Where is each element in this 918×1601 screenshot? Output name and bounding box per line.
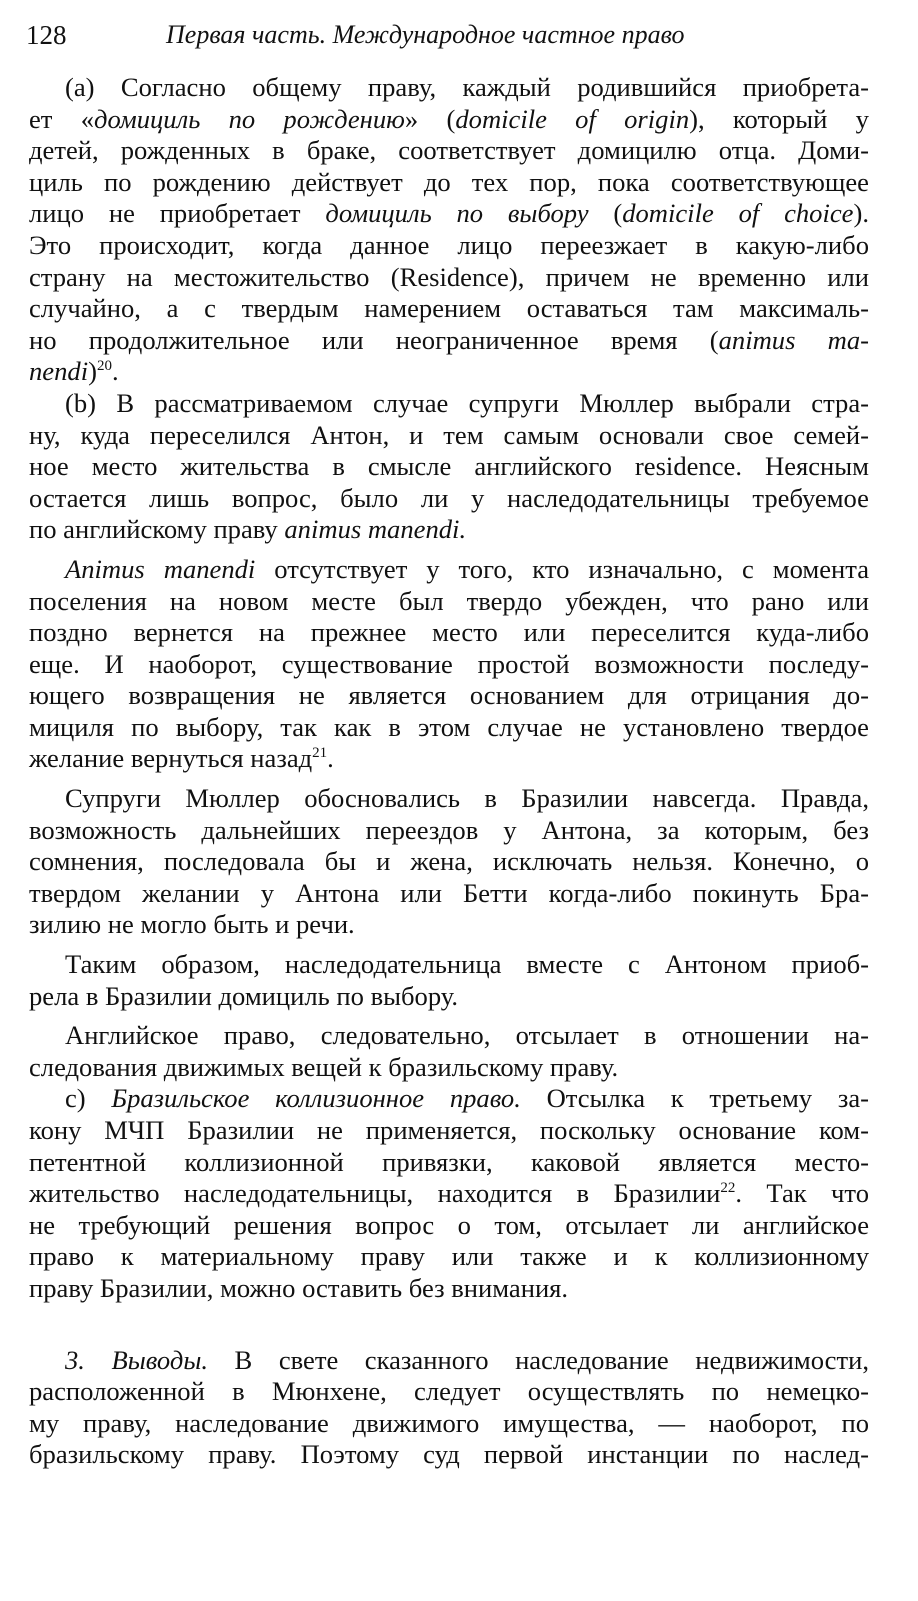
section-heading: 3. Выводы.	[65, 1344, 208, 1375]
paragraph-b	[29, 388, 869, 546]
text-line: ющего возвращения не является основанием для отрицания до-	[29, 680, 869, 711]
text-line: Английское право, следовательно, отсылает в отношении на-	[65, 1020, 869, 1051]
paragraph-gap	[29, 941, 869, 949]
text-line: му праву, наследование движимого имущества, — наоборот, по	[29, 1407, 869, 1438]
footnote-ref: 22	[720, 1180, 736, 1197]
text-line: рела в Бразилии домициль по выбору.	[29, 980, 459, 1011]
text-line: nendi)$^{20}$.	[29, 356, 119, 387]
paragraph-e	[29, 949, 869, 1012]
text-line: возможность дальнейших переездов у Антона, за которым, без	[29, 814, 869, 845]
text-line: циль по рождению действует до тех пор, пока соответствующее	[29, 166, 869, 197]
italic-term: nendi	[29, 356, 89, 387]
text-line: желание вернуться назад$^{21}$.	[29, 743, 334, 774]
paragraph-h	[29, 1345, 869, 1471]
page-body	[29, 72, 869, 1471]
text-line: (b) В рассматриваемом случае супруги Мюллер выбрали стра-	[65, 387, 869, 418]
text-line: страну на местожительство (Residence), причем не временно или	[29, 261, 869, 292]
italic-term: domicile of choice	[622, 198, 854, 229]
text-line: расположенной в Мюнхене, следует осуществлять по немецко-	[29, 1376, 869, 1407]
section-gap	[29, 1305, 869, 1345]
italic-term: Бразильское коллизионное право.	[111, 1083, 521, 1114]
text-line: (а) Согласно общему праву, каждый родившийся приобрета-	[65, 72, 869, 102]
text-line: по английскому праву animus manendi.	[29, 514, 467, 545]
text-line: сомнения, последовала бы и жена, исключать нельзя. Конечно, о	[29, 846, 869, 877]
text-line: Это происходит, когда данное лицо переезжает в какую-либо	[29, 229, 869, 260]
text-line: петентной коллизионной привязки, каковой является место-	[29, 1146, 869, 1177]
italic-term: домициль по выбору	[325, 198, 589, 229]
text-line: ет «домициль по рождению» (domicile of origin), который у	[29, 103, 869, 134]
text-line: Animus manendi отсутствует у того, кто изначально, с момента	[65, 553, 869, 584]
text-line: праву Бразилии, можно оставить без внимания.	[29, 1272, 569, 1303]
text-line: лицо не приобретает домициль по выбору (domicile of choice).	[29, 198, 869, 229]
text-line: право к материальному праву или также и к коллизионному	[29, 1241, 869, 1272]
paragraph-gap	[29, 546, 869, 554]
paragraph-gap	[29, 775, 869, 783]
paragraph-g	[29, 1083, 869, 1304]
text-line: поздно вернется на прежнее место или переселится куда-либо	[29, 617, 869, 648]
italic-term: domicile of origin	[455, 103, 690, 134]
paragraph-a	[29, 72, 869, 388]
text-line: ну, куда переселился Антон, и тем самым основали свое семей-	[29, 419, 869, 450]
text-line: не требующий решения вопрос о том, отсылает ли английское	[29, 1209, 869, 1240]
footnote-ref: 21	[312, 745, 328, 762]
paragraph-c	[29, 554, 869, 775]
italic-term: animus ma-	[718, 324, 869, 355]
text-line: бразильскому праву. Поэтому суд первой инстанции по наслед-	[29, 1439, 869, 1470]
text-line: твердом желании у Антона или Бетти когда-либо покинуть Бра-	[29, 877, 869, 908]
text-line: c) Бразильское коллизионное право. Отсылка к третьему за-	[65, 1083, 869, 1114]
text-line: мициля по выбору, так как в этом случае не установлено твердое	[29, 711, 869, 742]
text-line: остается лишь вопрос, было ли у наследодательницы требуемое	[29, 482, 869, 513]
text-line: поселения на новом месте был твердо убежден, что рано или	[29, 585, 869, 616]
paragraph-d	[29, 783, 869, 941]
footnote-ref: 20	[96, 358, 112, 375]
text-line: зилию не могло быть и речи.	[29, 909, 355, 940]
paragraph-f	[29, 1020, 869, 1083]
text-line: Таким образом, наследодательница вместе с Антоном приоб-	[65, 949, 869, 980]
italic-term: Animus manendi	[65, 553, 256, 584]
italic-term: animus manendi.	[284, 514, 467, 545]
paragraph-gap	[29, 1012, 869, 1020]
text-line: но продолжительное или неограниченное время (animus ma-	[29, 324, 869, 355]
text-line: еще. И наоборот, существование простой возможности последу-	[29, 648, 869, 679]
page-header	[26, 16, 886, 56]
text-line: детей, рожденных в браке, соответствует домицилю отца. Доми-	[29, 135, 869, 166]
text-line: следования движимых вещей к бразильскому праву.	[29, 1051, 619, 1082]
text-line: случайно, а с твердым намерением оставаться там максималь-	[29, 293, 869, 324]
italic-term: домициль по рождению	[94, 103, 405, 134]
text-line: ное место жительства в смысле английского residence. Неясным	[29, 451, 869, 482]
text-line: кону МЧП Бразилии не применяется, поскольку основание ком-	[29, 1115, 869, 1145]
running-title: Первая часть. Международное частное право	[166, 20, 685, 49]
text-line: 3. Выводы. В свете сказанного наследование недвижимости,	[65, 1344, 869, 1375]
text-line: жительство наследодательницы, находится в Бразилии$^{22}$. Так что	[29, 1178, 869, 1209]
text-line: Супруги Мюллер обосновались в Бразилии навсегда. Правда,	[65, 783, 869, 814]
page-number: 128	[26, 20, 67, 50]
